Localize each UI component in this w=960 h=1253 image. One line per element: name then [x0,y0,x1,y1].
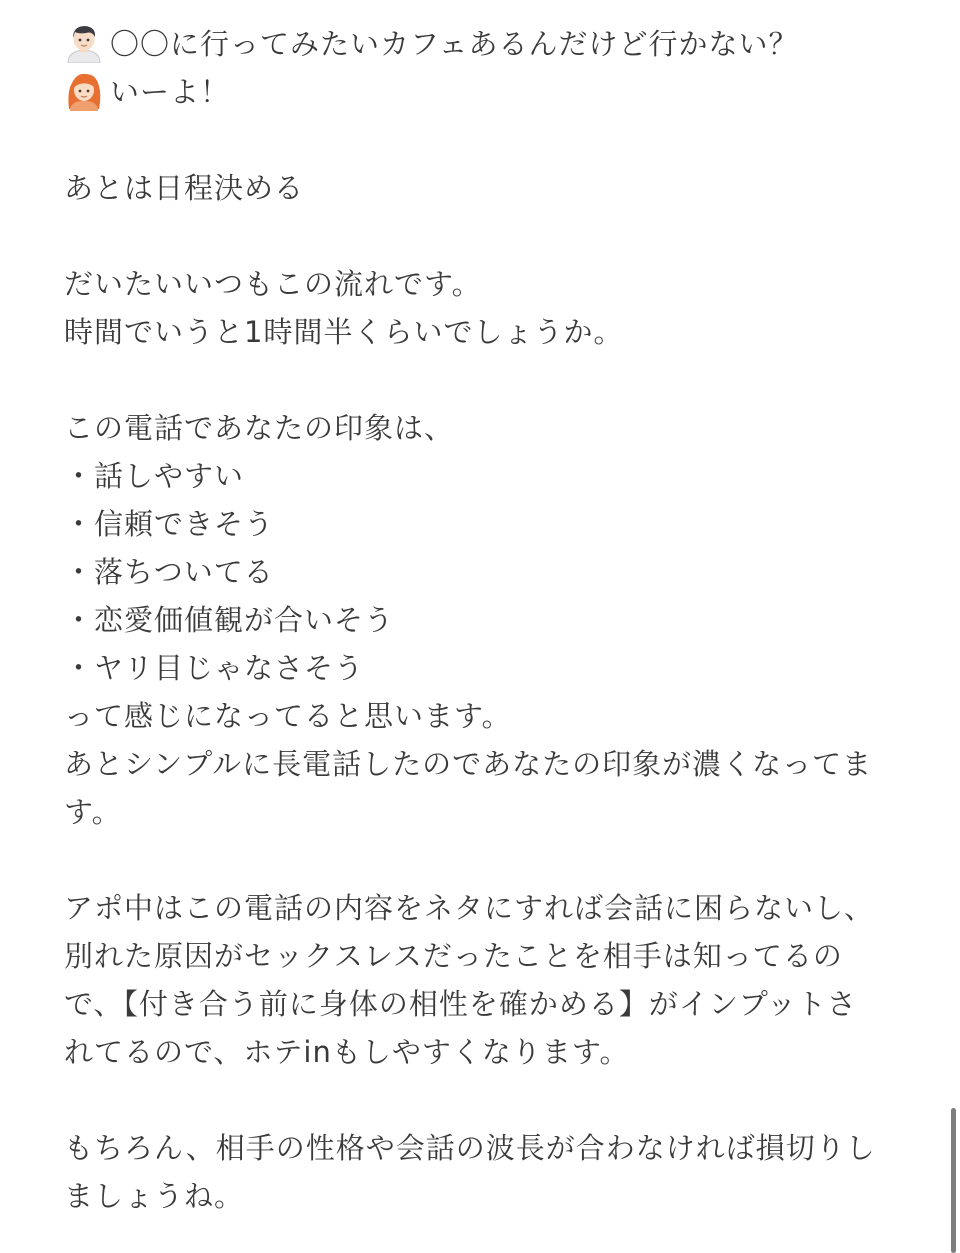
spacer [64,356,894,404]
paragraph-3-line-7: って感じになってると思います。 [64,699,512,733]
article-body [64,20,894,1220]
paragraph-1: あとは日程決める [64,171,305,205]
spacer [64,1076,894,1124]
impression-list-item: ・恋愛価値観が合いそう [64,603,395,637]
chat-line-2-text: いーよ！ [110,75,231,109]
impression-list-item: ・信頼できそう [64,507,275,541]
spacer [64,212,894,260]
paragraph-2-line-1: だいたいいつもこの流れです。 [64,267,482,301]
scrollbar-thumb[interactable] [951,1108,956,1253]
chat-line-man [64,20,894,68]
paragraph-5-line-1: もちろん、相手の性格や会話の波長が合わなければ損切りし [64,1131,876,1165]
paragraph-4-line-1: アポ中はこの電話の内容をネタにすれば会話に困らないし、 [64,891,875,925]
paragraph-4-line-3: で、【付き合う前に身体の相性を確かめる】がインプットさ [64,987,857,1021]
paragraph-5-line-2: ましょうね。 [64,1179,245,1213]
paragraph-3-line-9: す。 [64,795,122,829]
spacer [64,836,894,884]
paragraph-4-line-2: 別れた原因がセックスレスだったことを相手は知ってるの [64,939,843,973]
paragraph-2-line-2: 時間でいうと1時間半くらいでしょうか。 [64,315,624,349]
impression-list-item: ・落ちついてる [64,555,274,589]
woman-red-hair-emoji-icon [64,71,104,111]
paragraph-3-line-8: あとシンプルに長電話したのであなたの印象が濃くなってま [64,747,873,781]
chat-line-1-text: 〇〇に行ってみたいカフェあるんだけど行かない？ [110,27,799,61]
impression-list-item: ・ヤリ目じゃなさそう [64,651,365,685]
paragraph-4-line-4: れてるので、ホテinもしやすくなります。 [64,1035,630,1069]
paragraph-3-intro: この電話であなたの印象は、 [64,411,455,445]
chat-line-woman [64,68,894,116]
man-emoji-icon [64,23,104,63]
impression-list-item: ・話しやすい [64,459,245,493]
spacer [64,116,894,164]
